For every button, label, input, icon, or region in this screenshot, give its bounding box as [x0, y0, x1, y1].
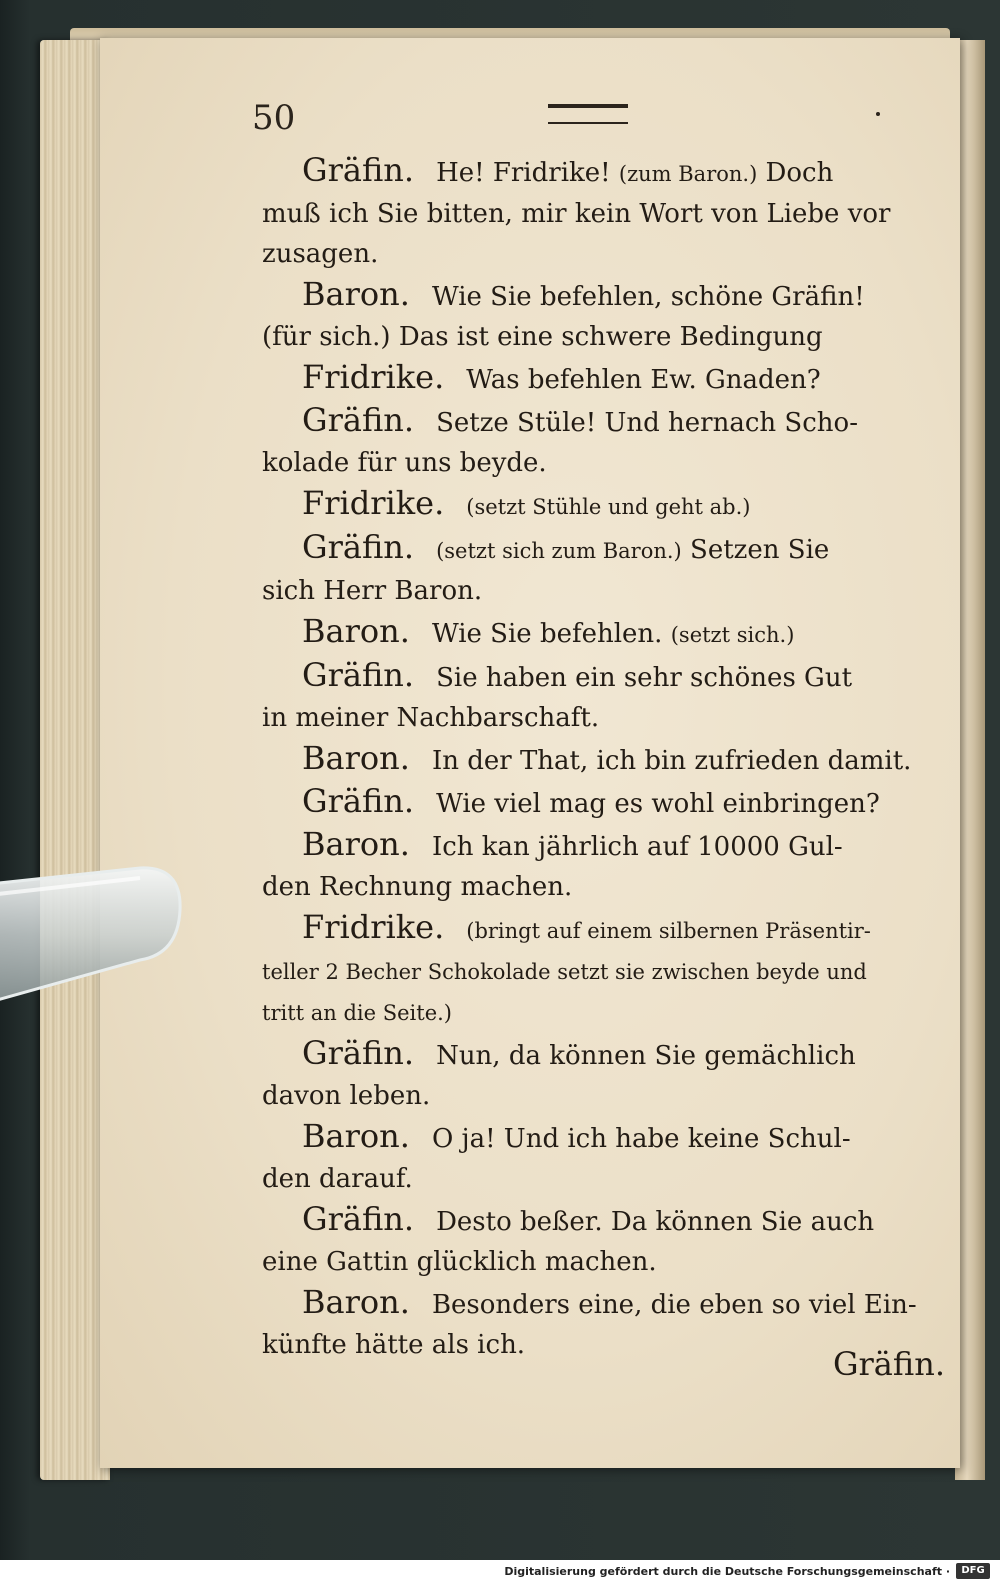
spoken-text: muß ich Sie bitten, mir kein Wort von Liebe vor: [262, 199, 891, 229]
speaker-name: Baron.: [302, 1117, 410, 1155]
text-line: [262, 400, 942, 443]
text-line: [262, 194, 942, 234]
text-line: [262, 234, 942, 274]
spoken-text: Wie Sie befehlen, schöne Gräfin!: [431, 282, 865, 312]
text-line: [262, 992, 942, 1033]
text-line: [262, 781, 942, 824]
text-line: [262, 357, 942, 400]
stage-direction: teller 2 Becher Schokolade setzt sie zwischen beyde und: [262, 960, 867, 984]
speaker-name: Baron.: [302, 275, 410, 313]
speaker-name: Baron.: [302, 739, 410, 777]
text-line: [262, 867, 942, 907]
stage-direction: (setzt sich zum Baron.): [436, 539, 682, 563]
text-line: [262, 317, 942, 357]
text-line: [262, 527, 942, 571]
speaker-name: Gräfin.: [302, 151, 415, 189]
spoken-text: Setze Stüle! Und hernach Scho-: [436, 408, 858, 438]
text-line: [262, 1242, 942, 1282]
stage-direction: (zum Baron.): [618, 162, 758, 186]
spoken-text: Was befehlen Ew. Gnaden?: [466, 365, 821, 395]
text-line: [262, 1076, 942, 1116]
spoken-text: davon leben.: [262, 1081, 431, 1111]
speaker-name: Fridrike.: [302, 358, 445, 396]
spoken-text: (für sich.) Das ist eine schwere Bedingung: [262, 322, 823, 352]
text-line: [262, 698, 942, 738]
stage-direction: (setzt sich.): [670, 623, 795, 647]
text-line: [262, 1033, 942, 1076]
speaker-name: Baron.: [302, 825, 410, 863]
dialogue-text: [262, 150, 942, 1365]
text-line: [262, 443, 942, 483]
speaker-name: Baron.: [302, 1283, 410, 1321]
text-line: [262, 907, 942, 951]
spoken-text: zusagen.: [262, 239, 379, 269]
spoken-text: sich Herr Baron.: [262, 576, 483, 606]
speaker-name: Gräfin.: [302, 656, 415, 694]
speaker-name: Gräfin.: [302, 401, 415, 439]
spoken-text: Desto beßer. Da können Sie auch: [436, 1207, 875, 1237]
text-line: [262, 274, 942, 317]
text-line: [262, 824, 942, 867]
spoken-text: Doch: [757, 158, 834, 188]
page-holder-clip: [0, 862, 190, 1002]
spoken-text: Ich kan jährlich auf 10000 Gul-: [431, 832, 843, 862]
speaker-name: Fridrike.: [302, 908, 445, 946]
spoken-text: kolade für uns beyde.: [262, 448, 547, 478]
text-line: [262, 483, 942, 527]
spoken-text: Wie viel mag es wohl einbringen?: [436, 789, 880, 819]
spoken-text: eine Gattin glücklich machen.: [262, 1247, 657, 1277]
spoken-text: den Rechnung machen.: [262, 872, 573, 902]
spoken-text: O ja! Und ich habe keine Schul-: [431, 1124, 851, 1154]
ink-speck: [876, 112, 880, 116]
footer-credit: Digitalisierung gefördert durch die Deutsche Forschungsgemeinschaft ·: [504, 1565, 950, 1578]
spoken-text: He! Fridrike!: [436, 158, 619, 188]
speaker-name: Fridrike.: [302, 484, 445, 522]
spoken-text: den darauf.: [262, 1164, 413, 1194]
text-line: [262, 1116, 942, 1159]
spoken-text: In der That, ich bin zufrieden damit.: [431, 746, 912, 776]
catchword: Gräfin.: [832, 1345, 945, 1383]
speaker-name: Gräfin.: [302, 528, 415, 566]
stage-direction: (setzt Stühle und geht ab.): [466, 495, 751, 519]
text-line: [262, 951, 942, 992]
text-line: [262, 1282, 942, 1325]
text-line: [262, 655, 942, 698]
page-number: 50: [252, 98, 296, 138]
spoken-text: Besonders eine, die eben so viel Ein-: [431, 1290, 917, 1320]
stage-direction: tritt an die Seite.): [262, 1001, 452, 1025]
spoken-text: Sie haben ein sehr schönes Gut: [436, 663, 853, 693]
text-line: [262, 738, 942, 781]
speaker-name: Gräfin.: [302, 782, 415, 820]
spoken-text: in meiner Nachbarschaft.: [262, 703, 600, 733]
text-line: [262, 150, 942, 194]
header-ornament-rule: [548, 104, 628, 124]
text-line: [262, 1159, 942, 1199]
text-line: [262, 571, 942, 611]
spoken-text: Wie Sie befehlen.: [431, 619, 671, 649]
speaker-name: Gräfin.: [302, 1200, 415, 1238]
spoken-text: künfte hätte als ich.: [262, 1330, 526, 1360]
speaker-name: Gräfin.: [302, 1034, 415, 1072]
stage-direction: (bringt auf einem silbernen Präsentir-: [466, 919, 871, 943]
dfg-logo: DFG: [956, 1563, 990, 1579]
spoken-text: Nun, da können Sie gemächlich: [436, 1041, 856, 1071]
spoken-text: Setzen Sie: [681, 535, 830, 565]
text-line: [262, 1199, 942, 1242]
text-line: [262, 611, 942, 655]
speaker-name: Baron.: [302, 612, 410, 650]
